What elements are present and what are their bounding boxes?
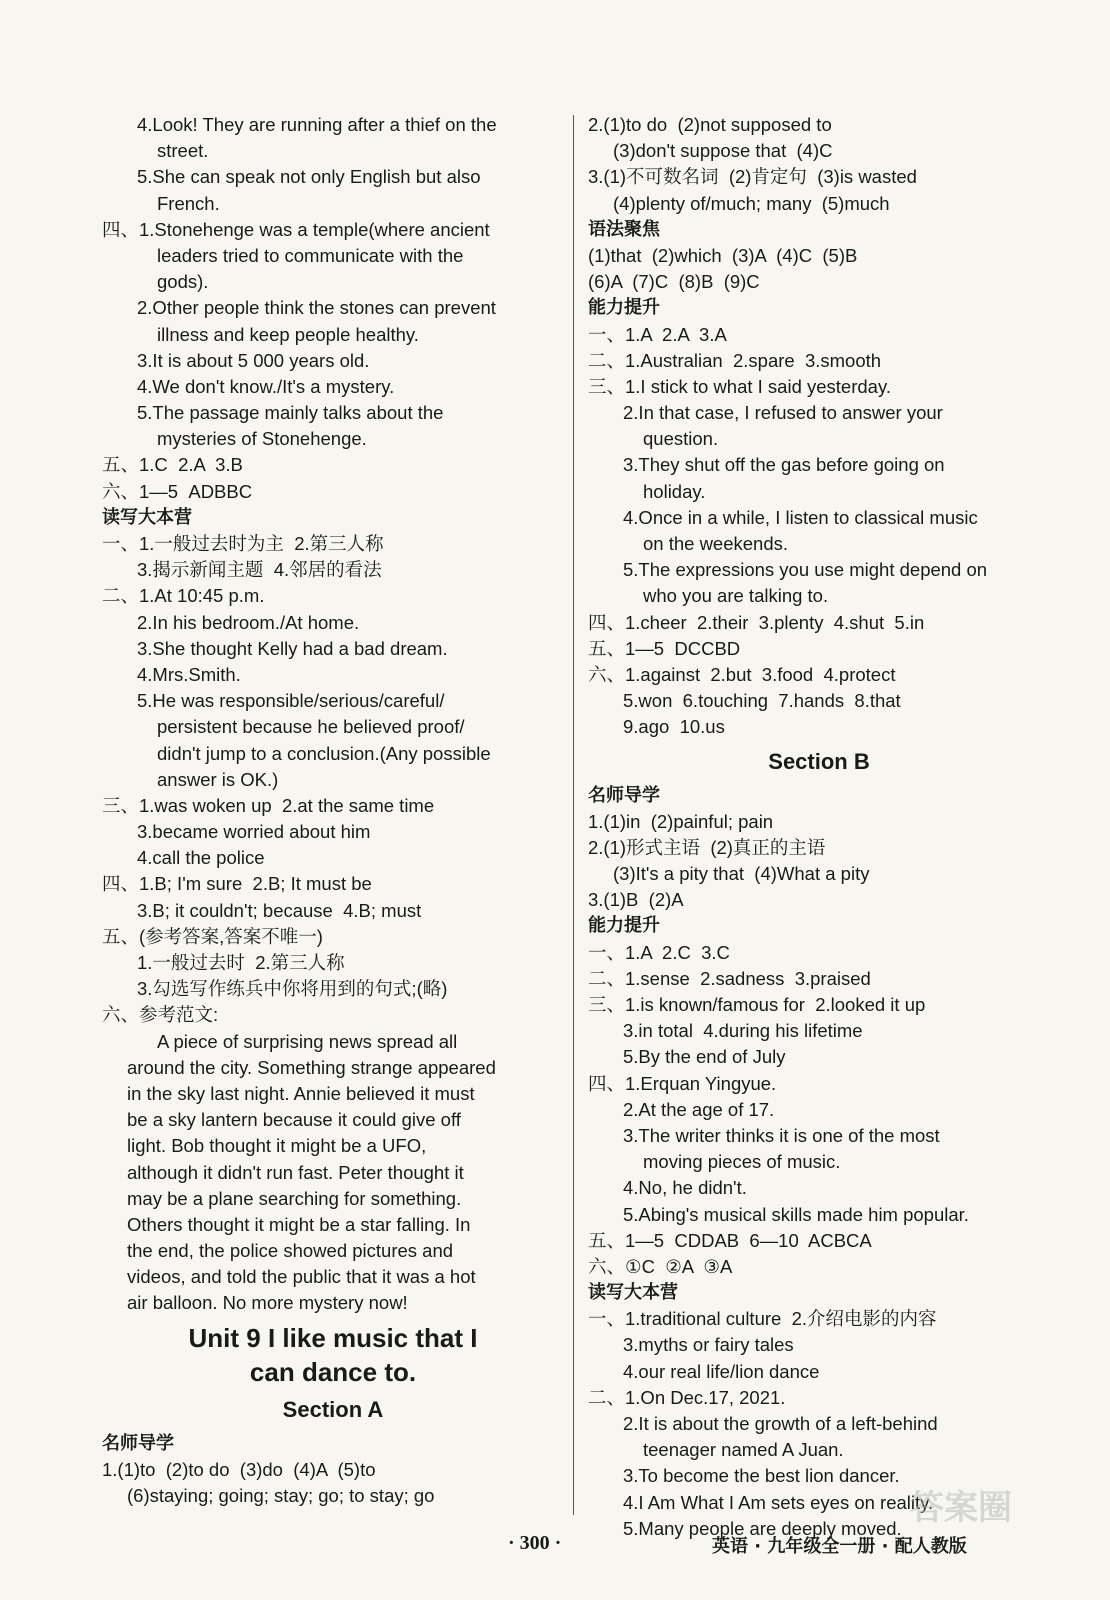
answer-line: 一、1.一般过去时为主 2.第三人称 — [102, 533, 384, 554]
answer-line: 3.She thought Kelly had a bad dream. — [137, 637, 448, 659]
answer-line: 2.(1)形式主语 (2)真正的主语 — [588, 836, 826, 858]
answer-line: 5.Abing's musical skills made him popular. — [623, 1203, 969, 1225]
answer-line: 5.She can speak not only English but also — [137, 166, 481, 188]
answer-line: who you are talking to. — [643, 585, 829, 607]
answer-line: street. — [157, 140, 209, 162]
answer-line: in the sky last night. Annie believed it must — [127, 1082, 475, 1104]
answer-line: may be a plane searching for something. — [127, 1187, 462, 1209]
unit-title-line-2: can dance to. — [249, 1356, 417, 1387]
answer-line: 四、1.B; I'm sure 2.B; It must be — [102, 873, 372, 895]
answer-line: (1)that (2)which (3)A (4)C (5)B — [588, 244, 858, 266]
answer-line: 4.We don't know./It's a mystery. — [137, 375, 395, 397]
answer-line: 五、1—5 DCCBD — [588, 637, 741, 659]
section-heading: 语法聚焦 — [588, 218, 660, 240]
answer-line: 9.ago 10.us — [623, 716, 725, 738]
answer-line: 3.myths or fairy tales — [623, 1334, 794, 1356]
answer-line: 5.Many people are deeply moved. — [623, 1517, 902, 1539]
answer-line: (3)It's a pity that (4)What a pity — [613, 863, 870, 885]
column-divider — [573, 115, 574, 1515]
page-number: · 300 · — [508, 1532, 562, 1554]
answer-line: 2.In that case, I refused to answer your — [623, 402, 943, 424]
answer-line: 一、1.A 2.A 3.A — [588, 323, 727, 345]
answer-line: 4.Mrs.Smith. — [137, 663, 241, 685]
answer-line: gods). — [157, 271, 209, 293]
answer-line: 3.勾选写作练兵中你将用到的句式;(略) — [137, 978, 448, 1000]
answer-line: 3.(1)B (2)A — [588, 889, 684, 911]
left-column — [102, 112, 564, 1509]
answer-line: videos, and told the public that it was a hot — [127, 1266, 476, 1288]
answer-line: 二、1.On Dec.17, 2021. — [588, 1386, 786, 1408]
section-heading: 名师导学 — [588, 784, 660, 806]
answer-line: 2.(1)to do (2)not supposed to — [588, 114, 832, 135]
answer-line: around the city. Something strange appeared — [127, 1056, 496, 1078]
answer-line: 二、1.At 10:45 p.m. — [102, 585, 265, 607]
answer-line: 2.It is about the growth of a left-behind — [623, 1413, 938, 1434]
answer-line: 四、1.Stonehenge was a temple(where ancient — [102, 218, 490, 240]
answer-line: 5.The passage mainly talks about the — [137, 402, 444, 424]
section-a-heading: Section A — [282, 1396, 384, 1422]
answer-line: A piece of surprising news spread all — [157, 1030, 458, 1052]
answer-line: (3)don't suppose that (4)C — [613, 140, 833, 162]
left-tail-lines — [102, 1431, 564, 1510]
answer-line: 1.(1)in (2)painful; pain — [588, 810, 774, 832]
answer-line: 1.(1)to (2)to do (3)do (4)A (5)to — [102, 1458, 376, 1480]
book-label: 英语 · 九年级全一册 · 配人教版 — [712, 1536, 967, 1557]
answer-line: answer is OK.) — [157, 768, 279, 790]
answer-line: 3.in total 4.during his lifetime — [623, 1020, 863, 1042]
answer-line: 3.To become the best lion dancer. — [623, 1465, 900, 1487]
answer-line: 4.our real life/lion dance — [623, 1360, 820, 1382]
answer-line: 5.By the end of July — [623, 1046, 786, 1068]
answer-line: 三、1.I stick to what I said yesterday. — [588, 375, 891, 397]
section-heading: 能力提升 — [588, 297, 660, 319]
section-heading: 能力提升 — [588, 915, 660, 937]
answer-line: 3.It is about 5 000 years old. — [137, 349, 370, 371]
left-answer-lines — [102, 112, 564, 1317]
right-column — [588, 112, 1050, 1542]
answer-line: 2.At the age of 17. — [623, 1098, 775, 1120]
answer-line: 3.揭示新闻主题 4.邻居的看法 — [137, 559, 382, 581]
answer-line: be a sky lantern because it could give off — [127, 1109, 461, 1131]
section-heading: 读写大本营 — [588, 1282, 678, 1304]
answer-line: 三、1.is known/famous for 2.looked it up — [588, 994, 926, 1015]
answer-line: 一、1.traditional culture 2.介绍电影的内容 — [588, 1308, 937, 1330]
answer-line: 4.call the police — [137, 847, 265, 869]
answer-line: 四、1.Erquan Yingyue. — [588, 1072, 777, 1094]
unit-title-line-1: Unit 9 I like music that I — [188, 1322, 478, 1353]
answer-line: 2.In his bedroom./At home. — [137, 611, 360, 633]
answer-line: 二、1.Australian 2.spare 3.smooth — [588, 349, 882, 371]
answer-line: air balloon. No more mystery now! — [127, 1292, 408, 1314]
answer-line: the end, the police showed pictures and — [127, 1240, 454, 1262]
watermark-logo: 答案圈 — [910, 1489, 1012, 1527]
answer-line: 3.B; it couldn't; because 4.B; must — [137, 899, 422, 921]
answer-line: 五、(参考答案,答案不唯一) — [102, 925, 323, 947]
answer-line: 一、1.A 2.C 3.C — [588, 941, 730, 963]
answer-line: 五、1—5 CDDAB 6—10 ACBCA — [588, 1229, 872, 1251]
answer-line: on the weekends. — [643, 533, 789, 554]
answer-line: 六、1.against 2.but 3.food 4.protect — [588, 663, 896, 685]
answer-line: 四、1.cheer 2.their 3.plenty 4.shut 5.in — [588, 611, 925, 633]
answer-line: (6)staying; going; stay; go; to stay; go — [127, 1485, 435, 1506]
answer-line: 六、①C ②A ③A — [588, 1255, 733, 1277]
answer-line: persistent because he believed proof/ — [157, 716, 465, 738]
section-heading: 读写大本营 — [102, 506, 192, 528]
answer-line: 3.They shut off the gas before going on — [623, 454, 945, 476]
answer-line: 4.No, he didn't. — [623, 1177, 747, 1199]
answer-line: 3.became worried about him — [137, 821, 371, 843]
answer-line: 5.He was responsible/serious/careful/ — [137, 690, 445, 712]
right-bottom-lines — [588, 783, 1050, 1542]
answer-line: 4.Look! They are running after a thief on the — [137, 114, 497, 135]
answer-line: leaders tried to communicate with the — [157, 244, 464, 266]
answer-line: 4.I Am What I Am sets eyes on reality. — [623, 1491, 934, 1513]
answer-line: didn't jump to a conclusion.(Any possible — [157, 742, 491, 764]
section-heading: 名师导学 — [102, 1432, 174, 1454]
answer-line: 4.Once in a while, I listen to classical music — [623, 506, 978, 528]
right-top-lines — [588, 112, 1050, 741]
answer-line: holiday. — [643, 480, 706, 502]
answer-line: 五、1.C 2.A 3.B — [102, 454, 243, 476]
answer-line: mysteries of Stonehenge. — [157, 428, 367, 450]
answer-line: moving pieces of music. — [643, 1151, 841, 1173]
answer-line: teenager named A Juan. — [643, 1439, 844, 1461]
answer-line: 3.The writer thinks it is one of the most — [623, 1124, 940, 1146]
answer-line: 六、参考范文: — [102, 1004, 219, 1026]
answer-line: 三、1.was woken up 2.at the same time — [102, 794, 435, 816]
answer-line: illness and keep people healthy. — [157, 323, 419, 345]
answer-line: (6)A (7)C (8)B (9)C — [588, 271, 760, 293]
answer-line: 1.一般过去时 2.第三人称 — [137, 952, 345, 973]
answer-line: light. Bob thought it might be a UFO, — [127, 1135, 427, 1157]
answer-line: although it didn't run fast. Peter thought it — [127, 1161, 464, 1183]
answer-line: question. — [643, 428, 719, 450]
answer-line: 5.The expressions you use might depend on — [623, 559, 988, 581]
answer-line: 2.Other people think the stones can prevent — [137, 297, 496, 319]
answer-line: 3.(1)不可数名词 (2)肯定句 (3)is wasted — [588, 166, 917, 188]
answer-line: 六、1—5 ADBBC — [102, 480, 253, 502]
answer-line: 5.won 6.touching 7.hands 8.that — [623, 690, 901, 712]
answer-line: Others thought it might be a star falling. In — [127, 1213, 471, 1235]
answer-line: (4)plenty of/much; many (5)much — [613, 192, 890, 214]
answer-line: French. — [157, 192, 220, 214]
section-b-heading: Section B — [768, 748, 870, 774]
answer-line: 二、1.sense 2.sadness 3.praised — [588, 967, 871, 989]
